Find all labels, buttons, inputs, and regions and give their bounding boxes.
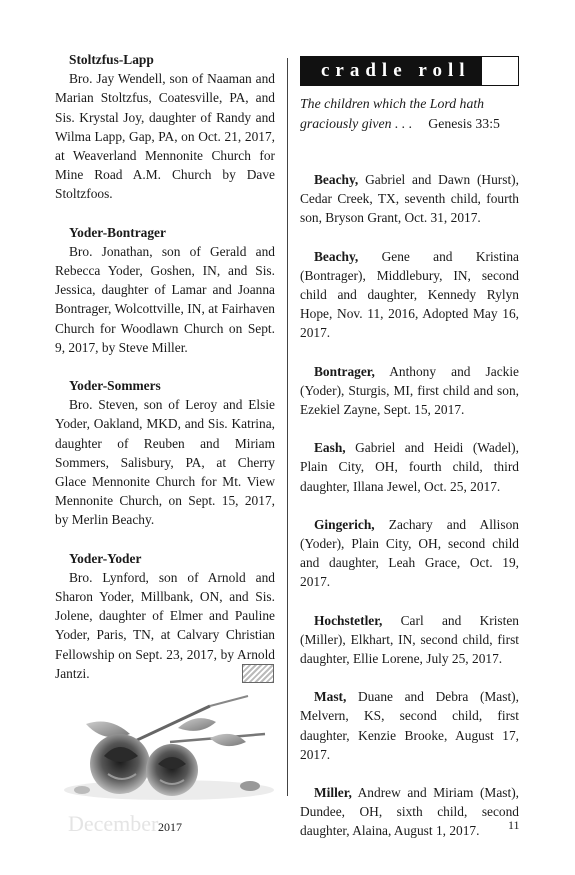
wedding-body: Bro. Lynford, son of Arnold and Sharon Yoder, Millbank, ON, and Sis. Jolene, daughter of Elmer and Pauline Yoder, Paris, TN, at Calvary Christian Fellowship on Sept. 23, 2017, by Arnold Jantzi. xyxy=(55,569,275,681)
wedding-title: Stoltzfus-Lapp xyxy=(69,52,154,67)
wedding-entry xyxy=(55,549,275,683)
wedding-title: Yoder-Yoder xyxy=(69,550,142,566)
wedding-entry xyxy=(55,50,275,204)
birth-details: Gabriel and Dawn (Hurst), Cedar Creek, TX, seventh child, fourth son, Bryson Grant, Oct. 31, 2017. xyxy=(300,172,519,226)
family-name: Beachy, xyxy=(314,248,359,264)
family-name: Hochstetler, xyxy=(314,612,383,628)
birth-list xyxy=(300,170,519,841)
wedding-body: Bro. Jonathan, son of Gerald and Rebecca Yoder, Goshen, IN, and Sis. Jessica, daughter of Lamar and Joanna Bontrager, Wolcottville, IN, at Fairhaven Church for Woodlawn Church on Sept. 9, 2017, by Steve Miller. xyxy=(55,243,275,355)
wedding-announcements xyxy=(55,50,275,702)
roses-illustration xyxy=(60,690,278,802)
birth-details: Gene and Kristina (Bontrager), Middlebury, IN, second child and daughter, Kennedy Rylyn Hope, Nov. 11, 2016, Adopted May 16, 2017. xyxy=(300,248,519,341)
birth-entry xyxy=(300,687,519,764)
birth-details: Anthony and Jackie (Yoder), Sturgis, MI, first child and son, Ezekiel Zayne, Sept. 15, 2017. xyxy=(300,363,519,418)
birth-details: Andrew and Miriam (Mast), Dundee, OH, sixth child, second daughter, Alaina, August 1, 2017. xyxy=(300,785,519,839)
footer-month: December xyxy=(68,811,159,836)
footer-year: 2017 xyxy=(158,820,182,834)
cradle-roll-section xyxy=(300,56,519,860)
scripture-verse xyxy=(300,94,519,134)
wedding-title: Yoder-Sommers xyxy=(69,378,161,394)
cradle-roll-header xyxy=(300,56,519,86)
column-divider xyxy=(287,58,288,796)
birth-details: Gabriel and Heidi (Wadel), Plain City, OH, fourth child, third daughter, Illana Jewel, Oct. 25, 2017. xyxy=(300,440,519,494)
birth-entry xyxy=(300,515,519,592)
family-name: Miller, xyxy=(314,785,352,801)
birth-details: Duane and Debra (Mast), Melvern, KS, second child, first daughter, Kenzie Brooke, August 17, 2017. xyxy=(300,689,519,762)
birth-details: Carl and Kristen (Miller), Elkhart, IN, second child, first daughter, Ellie Lorene, July 25, 2017. xyxy=(300,612,519,667)
birth-entry xyxy=(300,438,519,496)
family-name: Gingerich, xyxy=(314,516,375,532)
wedding-title: Yoder-Bontrager xyxy=(69,224,166,240)
family-name: Eash, xyxy=(314,440,346,456)
wedding-entry xyxy=(55,223,275,357)
birth-details: Zachary and Allison (Yoder), Plain City, OH, second child and daughter, Leah Grace, Oct. 19, 2017. xyxy=(300,516,519,590)
birth-entry xyxy=(300,611,519,669)
wedding-body: Bro. Steven, son of Leroy and Elsie Yoder, Oakland, MKD, and Sis. Katrina, daughter of Reuben and Miriam Sommers, Salisbury, PA, at Cherry Glace Mennonite Church for Mt. View Mennonite Church, on Sept. 15, 2017, by Merlin Beachy. xyxy=(55,397,275,528)
birth-entry xyxy=(300,170,519,228)
birth-entry xyxy=(300,247,519,343)
wedding-body: Bro. Jay Wendell, son of Naaman and Marian Stoltzfus, Coatesville, PA, and Sis. Krystal Joy, daughter of Randy and Wilma Lapp, Gap, PA, on Oct. 21, 2017, at Weaverland Mennonite Church for Mine Road A.M. Church by Dave Stoltzfoos. xyxy=(55,71,275,202)
verse-text: The children which the Lord hath graciously given . . . xyxy=(300,96,485,131)
family-name: Beachy, xyxy=(314,172,359,187)
wedding-entry xyxy=(55,376,275,530)
stamp-image xyxy=(242,664,274,683)
birth-entry xyxy=(300,783,519,841)
verse-reference: Genesis 33:5 xyxy=(428,116,500,131)
birth-entry xyxy=(300,362,519,420)
page-number: 11 xyxy=(508,818,520,832)
family-name: Bontrager, xyxy=(314,363,375,379)
family-name: Mast, xyxy=(314,689,347,705)
cradle-roll-title: cradle roll xyxy=(301,57,482,85)
